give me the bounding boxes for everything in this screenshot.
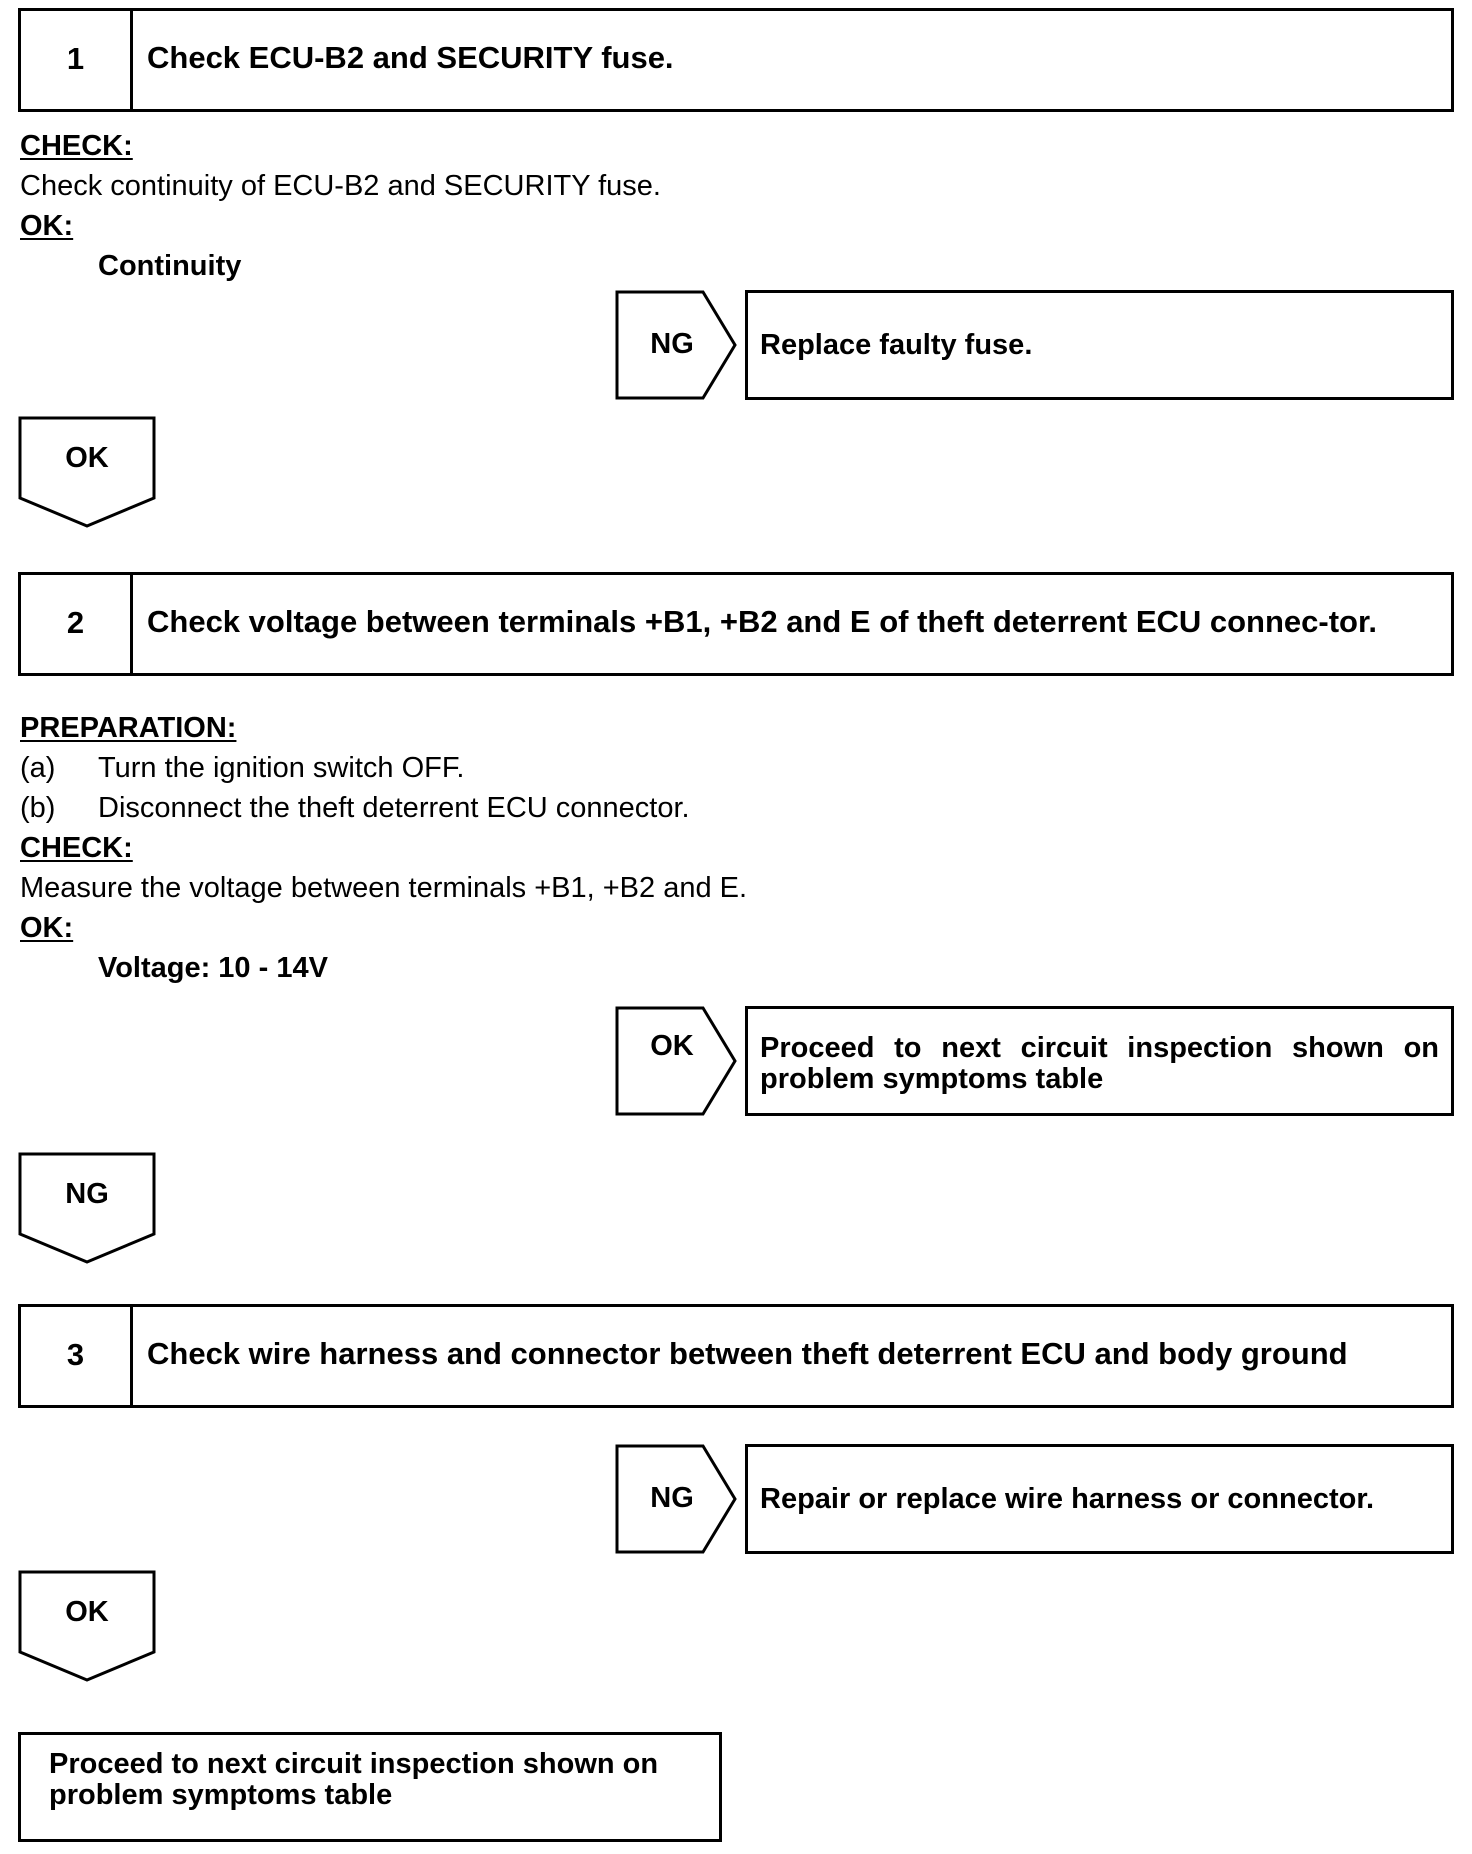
step-2-check-text: Measure the voltage between terminals +B1, +B2 and E. bbox=[20, 872, 748, 904]
final-result-box: Proceed to next circuit inspection shown on problem symptoms table bbox=[18, 1732, 722, 1842]
step-3-branch-label: NG bbox=[650, 1482, 694, 1514]
step-3-title: Check wire harness and connector between theft deterrent ECU and body ground bbox=[147, 1336, 1348, 1371]
step-2-prep-item-b-marker: (b) bbox=[20, 792, 56, 824]
step-3-number: 3 bbox=[21, 1307, 133, 1405]
step-2-ok-spec: Voltage: 10 - 14V bbox=[98, 952, 328, 984]
step-3-header bbox=[18, 1304, 1454, 1408]
step-2-branch-label: OK bbox=[650, 1030, 694, 1062]
step-3-branch-result: Repair or replace wire harness or connector. bbox=[745, 1444, 1454, 1554]
step-2-prep-item-b-text: Disconnect the theft deterrent ECU connector. bbox=[98, 792, 690, 824]
step-1-title: Check ECU-B2 and SECURITY fuse. bbox=[147, 40, 674, 75]
step-2-prep-item-a-text: Turn the ignition switch OFF. bbox=[98, 752, 465, 784]
step-3-next-label: OK bbox=[65, 1596, 109, 1628]
step-2-title: Check voltage between terminals +B1, +B2 and E of theft deterrent ECU connec-tor. bbox=[147, 604, 1377, 639]
step-1-check-text: Check continuity of ECU-B2 and SECURITY fuse. bbox=[20, 170, 661, 202]
step-2-branch-result: Proceed to next circuit inspection shown on problem symptoms table bbox=[745, 1006, 1454, 1116]
step-2-number: 2 bbox=[21, 575, 133, 673]
step-1-branch-label: NG bbox=[650, 328, 694, 360]
step-1-number: 1 bbox=[21, 11, 133, 109]
step-2-check-label: CHECK: bbox=[20, 832, 133, 864]
step-2-preparation-label: PREPARATION: bbox=[20, 712, 237, 744]
step-2-header bbox=[18, 572, 1454, 676]
step-1-next-label: OK bbox=[65, 442, 109, 474]
step-1-check-label: CHECK: bbox=[20, 130, 133, 162]
step-1-branch-result: Replace faulty fuse. bbox=[745, 290, 1454, 400]
step-1-ok-spec: Continuity bbox=[98, 250, 242, 282]
step-1-header bbox=[18, 8, 1454, 112]
step-2-next-label: NG bbox=[65, 1178, 109, 1210]
step-1-ok-label: OK: bbox=[20, 210, 74, 242]
step-2-prep-item-a-marker: (a) bbox=[20, 752, 56, 784]
step-2-ok-label: OK: bbox=[20, 912, 74, 944]
